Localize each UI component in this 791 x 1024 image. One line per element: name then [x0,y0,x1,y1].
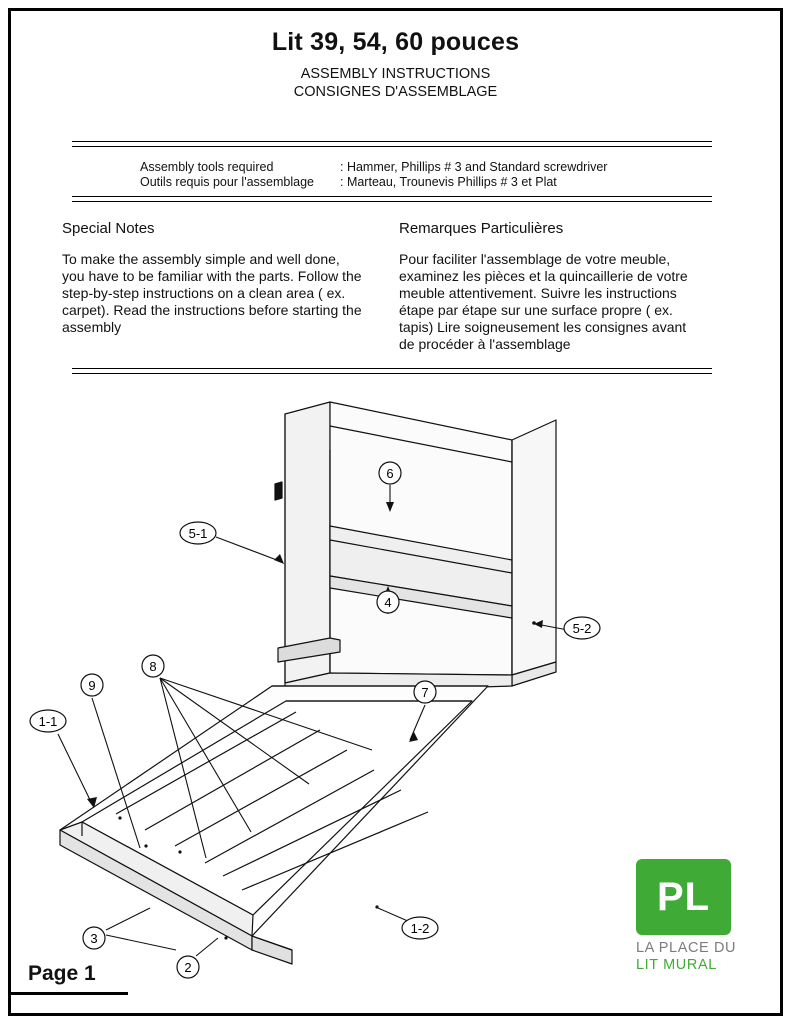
logo-line-1: LA PLACE DU [636,940,737,956]
divider-mid-2 [72,201,712,202]
callout-8 [142,655,164,677]
logo-mark: PL [636,859,731,935]
callout-1-2 [402,917,438,939]
page-number-rule [8,992,128,995]
tools-block [140,160,607,190]
callout-9 [81,674,103,696]
callout-label: 5-2 [572,621,592,636]
callout-5-2 [564,617,600,639]
callout-label: 9 [88,678,96,693]
page-number: Page 1 [28,962,96,985]
callout-label: 5-1 [188,526,208,541]
callout-7 [414,681,436,703]
subtitle-french: CONSIGNES D'ASSEMBLAGE [293,84,498,100]
callout-5-1 [180,522,216,544]
special-notes-heading: Special Notes [62,220,155,237]
divider-top-2 [72,146,712,147]
divider-bottom-1 [72,368,712,369]
callout-label: 4 [384,595,392,610]
logo-line-2: LIT MURAL [636,957,717,973]
callout-label: 3 [90,931,98,946]
tools-label-english: Assembly tools required [140,160,274,174]
subtitle-english: ASSEMBLY INSTRUCTIONS [300,66,491,82]
divider-mid-1 [72,196,712,197]
callout-label: 1-1 [38,714,58,729]
special-notes-body: To make the assembly simple and well done, you have to be familiar with the parts. Follow the step-by-step instructions on a clean area ( ex. carpet). Read the instructions before starting the assembly [62,251,362,335]
page-title: Lit 39, 54, 60 pouces [271,28,520,56]
tools-row-french [140,175,607,190]
divider-top-1 [72,141,712,142]
tools-value-french: : Marteau, Trounevis Phillips # 3 et Plat [340,175,557,189]
divider-bottom-2 [72,373,712,374]
callout-2 [177,956,199,978]
callout-label: 1-2 [410,921,430,936]
callout-label: 6 [386,466,394,481]
callout-4 [377,591,399,613]
callout-6 [379,462,401,484]
callout-label: 8 [149,659,157,674]
callout-label: 2 [184,960,192,975]
remarques-body: Pour faciliter l'assemblage de votre meuble, examinez les pièces et la quincaillerie de votre meuble attentivement. Suivre les instructions étape par étape sur une surface propre ( ex. tapis) Lire soigneusement les consignes avant de procéder à l'assemblage [399,251,688,352]
tools-value-english: : Hammer, Phillips # 3 and Standard screwdriver [340,160,608,174]
callout-label: 7 [421,685,429,700]
tools-label-french: Outils requis pour l'assemblage [140,175,314,189]
callout-1-1 [30,710,66,732]
brand-logo [636,859,748,973]
callout-3 [83,927,105,949]
tools-row-english [140,160,607,175]
remarques-heading: Remarques Particulières [399,220,564,237]
